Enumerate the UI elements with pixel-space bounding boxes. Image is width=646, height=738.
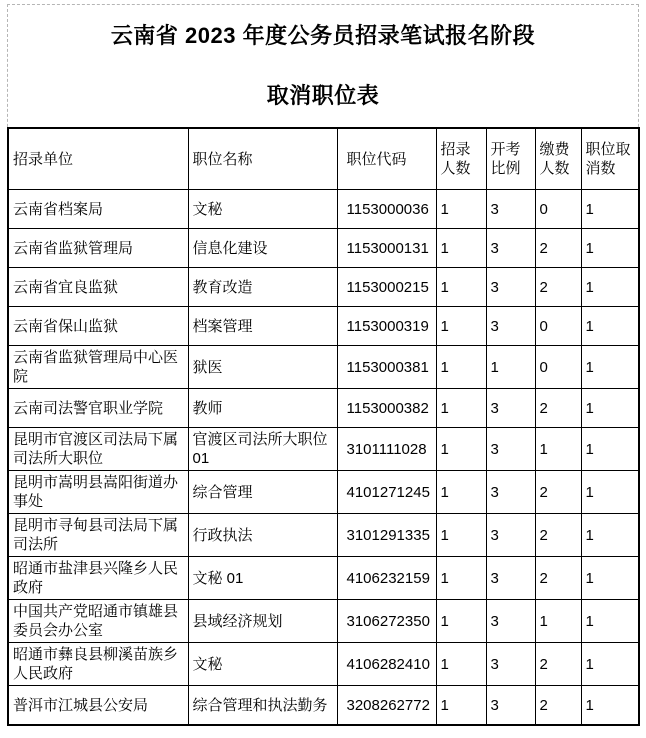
cell-position-name: 教育改造 [188, 268, 337, 307]
cell-unit: 云南省监狱管理局 [8, 229, 188, 268]
table-row [8, 346, 639, 389]
cell-paid-count: 2 [535, 686, 581, 726]
cell-cancel-count: 1 [581, 389, 639, 428]
cell-unit: 云南司法警官职业学院 [8, 389, 188, 428]
cell-paid-count: 2 [535, 268, 581, 307]
table-row [8, 600, 639, 643]
table-header-row [8, 128, 639, 190]
cell-unit: 昭通市盐津县兴隆乡人民政府 [8, 557, 188, 600]
table-row [8, 686, 639, 726]
cell-position-name: 文秘 [188, 190, 337, 229]
cell-position-code: 1153000215 [337, 268, 436, 307]
cell-cancel-count: 1 [581, 307, 639, 346]
cell-unit: 昆明市嵩明县嵩阳街道办事处 [8, 471, 188, 514]
cell-unit: 昆明市官渡区司法局下属司法所大职位 [8, 428, 188, 471]
cell-position-code: 1153000131 [337, 229, 436, 268]
table-row [8, 557, 639, 600]
cell-position-name: 教师 [188, 389, 337, 428]
col-header-exam-ratio: 开考比例 [486, 128, 535, 190]
cell-cancel-count: 1 [581, 643, 639, 686]
cell-exam-ratio: 3 [486, 307, 535, 346]
document-title-line1: 云南省 2023 年度公务员招录笔试报名阶段 [110, 23, 536, 48]
table-row [8, 428, 639, 471]
cell-paid-count: 0 [535, 307, 581, 346]
cell-recruit-count: 1 [436, 229, 486, 268]
cell-recruit-count: 1 [436, 268, 486, 307]
table-row [8, 643, 639, 686]
cancelled-positions-table [7, 127, 640, 726]
cell-recruit-count: 1 [436, 557, 486, 600]
cell-unit: 中国共产党昭通市镇雄县委员会办公室 [8, 600, 188, 643]
cell-position-name: 综合管理和执法勤务 [188, 686, 337, 726]
cell-position-code: 1153000319 [337, 307, 436, 346]
table-row [8, 514, 639, 557]
cell-recruit-count: 1 [436, 600, 486, 643]
cell-recruit-count: 1 [436, 307, 486, 346]
cell-unit: 昭通市彝良县柳溪苗族乡人民政府 [8, 643, 188, 686]
cell-exam-ratio: 3 [486, 643, 535, 686]
cell-paid-count: 2 [535, 229, 581, 268]
cell-recruit-count: 1 [436, 643, 486, 686]
cell-position-name: 狱医 [188, 346, 337, 389]
cell-paid-count: 2 [535, 389, 581, 428]
cell-cancel-count: 1 [581, 229, 639, 268]
cell-position-name: 综合管理 [188, 471, 337, 514]
cell-unit: 普洱市江城县公安局 [8, 686, 188, 726]
cell-position-code: 3101291335 [337, 514, 436, 557]
cell-position-name: 县域经济规划 [188, 600, 337, 643]
table-row [8, 190, 639, 229]
cell-recruit-count: 1 [436, 471, 486, 514]
cell-cancel-count: 1 [581, 190, 639, 229]
cell-paid-count: 0 [535, 190, 581, 229]
cell-exam-ratio: 3 [486, 557, 535, 600]
cell-unit: 云南省档案局 [8, 190, 188, 229]
table-header [8, 128, 639, 190]
cell-exam-ratio: 3 [486, 471, 535, 514]
cell-exam-ratio: 3 [486, 190, 535, 229]
cell-paid-count: 2 [535, 471, 581, 514]
cell-recruit-count: 1 [436, 514, 486, 557]
cell-position-code: 3101111028 [337, 428, 436, 471]
col-header-unit: 招录单位 [8, 128, 188, 190]
cell-paid-count: 2 [535, 514, 581, 557]
col-header-position-code: 职位代码 [337, 128, 436, 190]
cell-unit: 云南省监狱管理局中心医院 [8, 346, 188, 389]
cell-exam-ratio: 3 [486, 600, 535, 643]
cell-cancel-count: 1 [581, 686, 639, 726]
cell-paid-count: 1 [535, 428, 581, 471]
cell-position-name: 档案管理 [188, 307, 337, 346]
document-title-line2: 取消职位表 [266, 83, 380, 108]
cell-position-code: 1153000036 [337, 190, 436, 229]
table-body [8, 190, 639, 726]
cell-exam-ratio: 3 [486, 686, 535, 726]
cell-position-name: 文秘 [188, 643, 337, 686]
cell-position-name: 信息化建设 [188, 229, 337, 268]
cell-cancel-count: 1 [581, 346, 639, 389]
cell-exam-ratio: 3 [486, 268, 535, 307]
cell-position-code: 4106282410 [337, 643, 436, 686]
cell-paid-count: 1 [535, 600, 581, 643]
cell-cancel-count: 1 [581, 600, 639, 643]
cell-cancel-count: 1 [581, 471, 639, 514]
document-sheet [7, 4, 639, 726]
cell-paid-count: 2 [535, 557, 581, 600]
cell-position-code: 1153000382 [337, 389, 436, 428]
col-header-cancel-count: 职位取消数 [581, 128, 639, 190]
document-title [8, 5, 638, 127]
cell-cancel-count: 1 [581, 557, 639, 600]
cell-recruit-count: 1 [436, 428, 486, 471]
table-row [8, 268, 639, 307]
cell-position-code: 1153000381 [337, 346, 436, 389]
cell-cancel-count: 1 [581, 268, 639, 307]
table-row [8, 389, 639, 428]
col-header-position-name: 职位名称 [188, 128, 337, 190]
table-row [8, 229, 639, 268]
cell-exam-ratio: 3 [486, 389, 535, 428]
cell-recruit-count: 1 [436, 190, 486, 229]
cell-recruit-count: 1 [436, 686, 486, 726]
cell-position-name: 行政执法 [188, 514, 337, 557]
cell-cancel-count: 1 [581, 514, 639, 557]
cell-position-code: 3208262772 [337, 686, 436, 726]
table-row [8, 307, 639, 346]
cell-paid-count: 0 [535, 346, 581, 389]
cell-exam-ratio: 1 [486, 346, 535, 389]
cell-unit: 昆明市寻甸县司法局下属司法所 [8, 514, 188, 557]
cell-exam-ratio: 3 [486, 229, 535, 268]
cell-position-code: 4101271245 [337, 471, 436, 514]
cell-paid-count: 2 [535, 643, 581, 686]
cell-position-code: 3106272350 [337, 600, 436, 643]
table-row [8, 471, 639, 514]
cell-unit: 云南省保山监狱 [8, 307, 188, 346]
cell-position-code: 4106232159 [337, 557, 436, 600]
cell-recruit-count: 1 [436, 389, 486, 428]
col-header-paid-count: 缴费人数 [535, 128, 581, 190]
col-header-recruit-count: 招录人数 [436, 128, 486, 190]
cell-recruit-count: 1 [436, 346, 486, 389]
cell-unit: 云南省宜良监狱 [8, 268, 188, 307]
cell-cancel-count: 1 [581, 428, 639, 471]
cell-position-name: 官渡区司法所大职位01 [188, 428, 337, 471]
cell-position-name: 文秘 01 [188, 557, 337, 600]
cell-exam-ratio: 3 [486, 428, 535, 471]
cell-exam-ratio: 3 [486, 514, 535, 557]
